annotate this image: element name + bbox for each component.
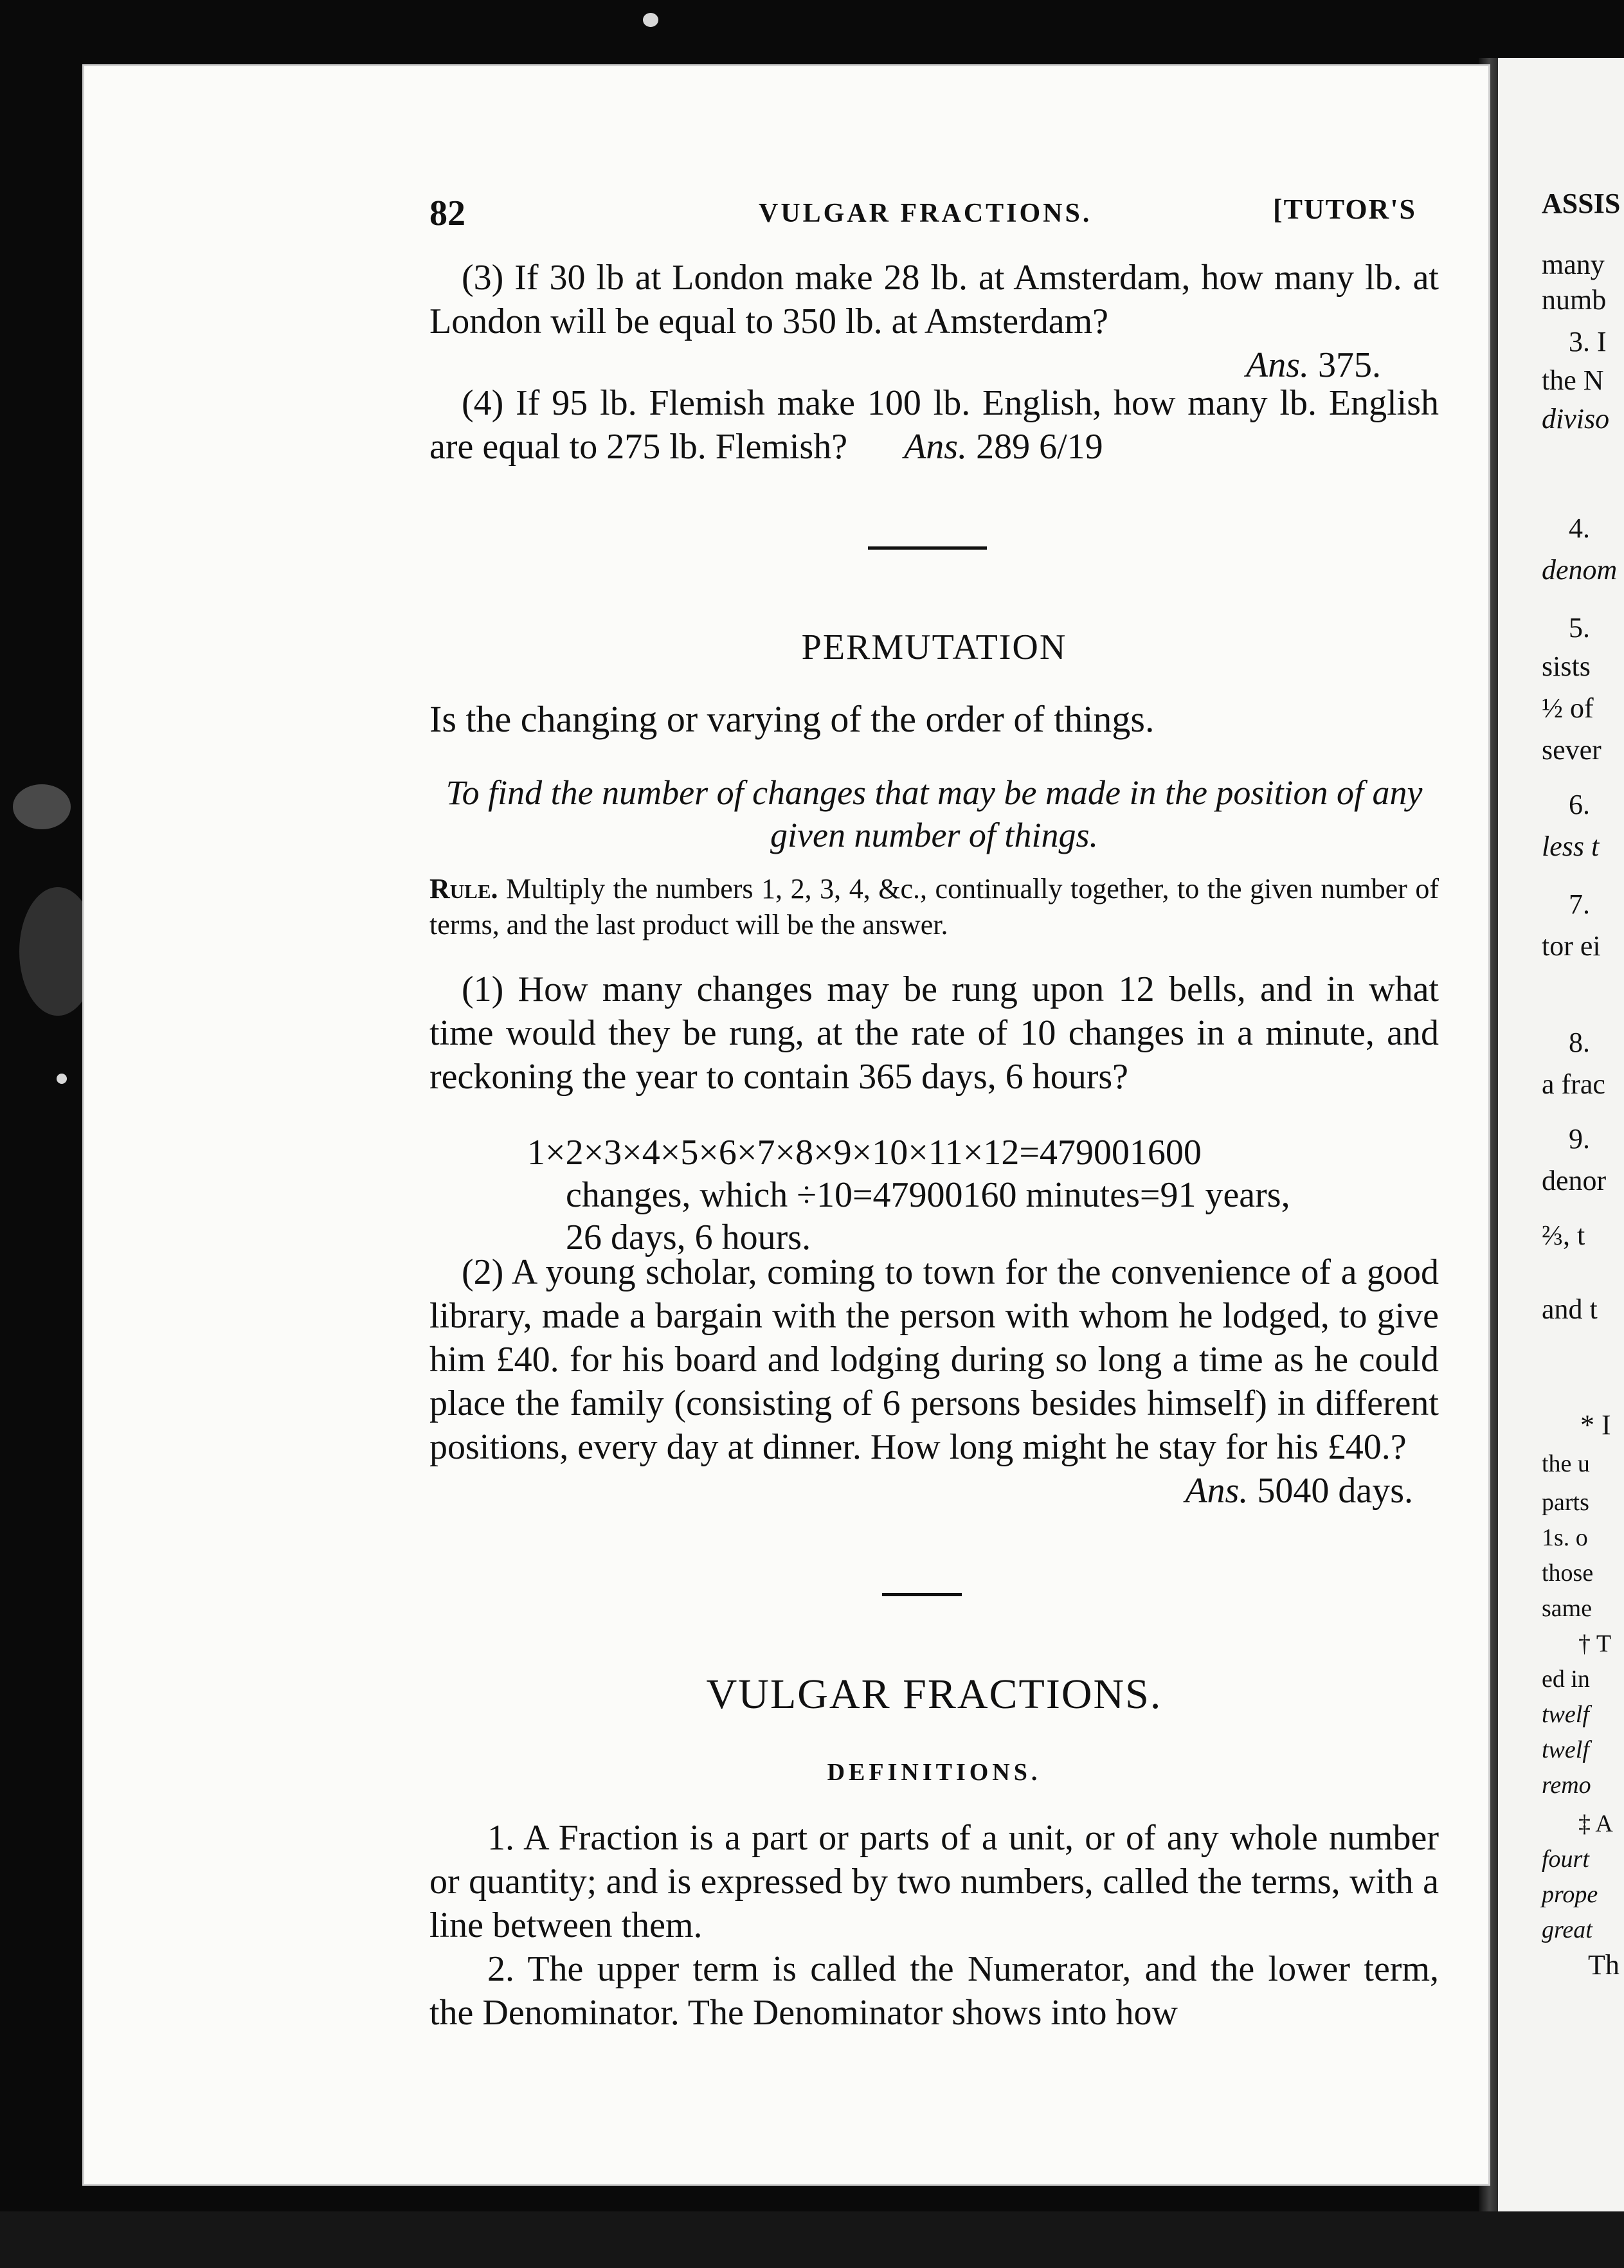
facing-line: same [1542, 1595, 1592, 1622]
example-1-calculation [527, 1131, 1440, 1259]
facing-line: remo [1542, 1772, 1591, 1799]
section-divider [882, 1593, 962, 1596]
facing-line: diviso [1542, 403, 1610, 435]
page-number: 82 [429, 194, 465, 233]
example-3-answer [429, 343, 1439, 387]
facing-line: Th [1588, 1949, 1619, 1981]
facing-line: ‡ A [1578, 1810, 1613, 1837]
answer-value: 375. [1318, 345, 1381, 385]
facing-line: those [1542, 1560, 1594, 1587]
answer-label: Ans. [1185, 1471, 1249, 1511]
scan-speck [57, 1074, 67, 1084]
facing-line: the N [1542, 364, 1604, 396]
running-title-right: [TUTOR'S [1273, 194, 1417, 225]
example-1-text: (1) How many changes may be rung upon 12 bells, and in what time would they be rung, at the rate of 10 changes in a minute, and reckoning the year to contain 365 days, 6 hours? [429, 969, 1439, 1097]
definitions [429, 1816, 1439, 2035]
facing-line: twelf [1542, 1701, 1589, 1728]
definition-2: 2. The upper term is called the Numerator, and the lower term, the Denominator. The Denominator shows into how [429, 1949, 1439, 2033]
facing-line: ed in [1542, 1666, 1590, 1693]
running-title: VULGAR FRACTIONS. [759, 199, 1092, 228]
permutation-rule [429, 871, 1439, 943]
scan-speck [643, 13, 658, 27]
section-divider [868, 546, 987, 550]
facing-line: tor ei [1542, 930, 1601, 962]
facing-line: 6. [1569, 789, 1590, 820]
rule-label: Rule. [429, 873, 498, 905]
example-3-text: (3) If 30 lb at London make 28 lb. at Amsterdam, how many lb. at London will be equal to 350 lb. at Amsterdam? [429, 258, 1439, 341]
example-2-answer [429, 1469, 1439, 1513]
facing-line: fourt [1542, 1846, 1589, 1873]
facing-line: prope [1542, 1881, 1598, 1908]
facing-line: great [1542, 1916, 1592, 1943]
answer-value: 5040 days. [1257, 1471, 1413, 1511]
answer-label: Ans. [904, 427, 968, 467]
section-title-vulgar-fractions: VULGAR FRACTIONS. [706, 1671, 1162, 1718]
facing-line: a frac [1542, 1068, 1605, 1100]
example-3 [429, 256, 1439, 387]
facing-line: ASSIS [1542, 188, 1621, 219]
calc-line-3: 26 days, 6 hours. [566, 1218, 811, 1257]
facing-line: sever [1542, 734, 1601, 766]
example-4-question: (4) If 95 lb. Flemish make 100 lb. English, how many lb. English are equal to 275 lb. Flemish? [429, 383, 1439, 467]
facing-line: many [1542, 249, 1605, 280]
facing-line: † T [1578, 1630, 1612, 1657]
facing-line: 4. [1569, 512, 1590, 544]
example-4 [429, 381, 1439, 469]
calc-line-2: changes, which ÷10=47900160 minutes=91 years, [566, 1175, 1290, 1215]
definitions-heading: DEFINITIONS. [827, 1759, 1042, 1786]
example-4-text [429, 381, 1439, 469]
answer-label: Ans. [1246, 345, 1309, 385]
definition-1: 1. A Fraction is a part or parts of a unit, or of any whole number or quantity; and is expressed by two numbers, called the terms, with a line between them. [429, 1818, 1439, 1945]
permutation-example-1 [429, 968, 1439, 1099]
facing-line: denor [1542, 1165, 1607, 1196]
facing-line: 1s. o [1542, 1524, 1588, 1551]
facing-line: the u [1542, 1450, 1590, 1477]
facing-line: ½ of [1542, 692, 1594, 724]
facing-line: 5. [1569, 612, 1590, 644]
facing-line: 3. I [1569, 326, 1607, 357]
example-2-text: (2) A young scholar, coming to town for the convenience of a good library, made a bargain with the person with whom he lodged, to give him £40. for his board and lodging during so long a time as he could place the family (consisting of 6 persons besides himself) in different positions, every day at dinner. How long might he stay for his £40.? [429, 1252, 1439, 1467]
answer-value: 289 6/19 [976, 427, 1103, 467]
facing-line: 8. [1569, 1027, 1590, 1058]
permutation-example-2 [429, 1250, 1439, 1513]
facing-line: * I [1580, 1409, 1611, 1441]
scan-bottom-shadow [0, 2211, 1624, 2268]
permutation-definition: Is the changing or varying of the order of things. [429, 698, 1155, 740]
facing-line: and t [1542, 1293, 1598, 1325]
scan-speck [13, 784, 71, 829]
rule-text: Multiply the numbers 1, 2, 3, 4, &c., continually together, to the given number of terms, and the last product will be the answer. [429, 873, 1439, 941]
facing-line: twelf [1542, 1736, 1589, 1763]
facing-line: 9. [1569, 1123, 1590, 1155]
facing-line: sists [1542, 651, 1591, 682]
facing-line: parts [1542, 1489, 1589, 1516]
facing-line: denom [1542, 554, 1618, 586]
facing-line: ⅔, t [1542, 1220, 1585, 1251]
facing-line: less t [1542, 831, 1600, 862]
permutation-problem: To find the number of changes that may be made in the position of any given number of things. [446, 773, 1423, 854]
calc-line-1: 1×2×3×4×5×6×7×8×9×10×11×12=479001600 [527, 1133, 1202, 1173]
facing-line: numb [1542, 284, 1607, 316]
section-title-permutation: PERMUTATION [801, 627, 1067, 667]
facing-line: 7. [1569, 888, 1590, 920]
